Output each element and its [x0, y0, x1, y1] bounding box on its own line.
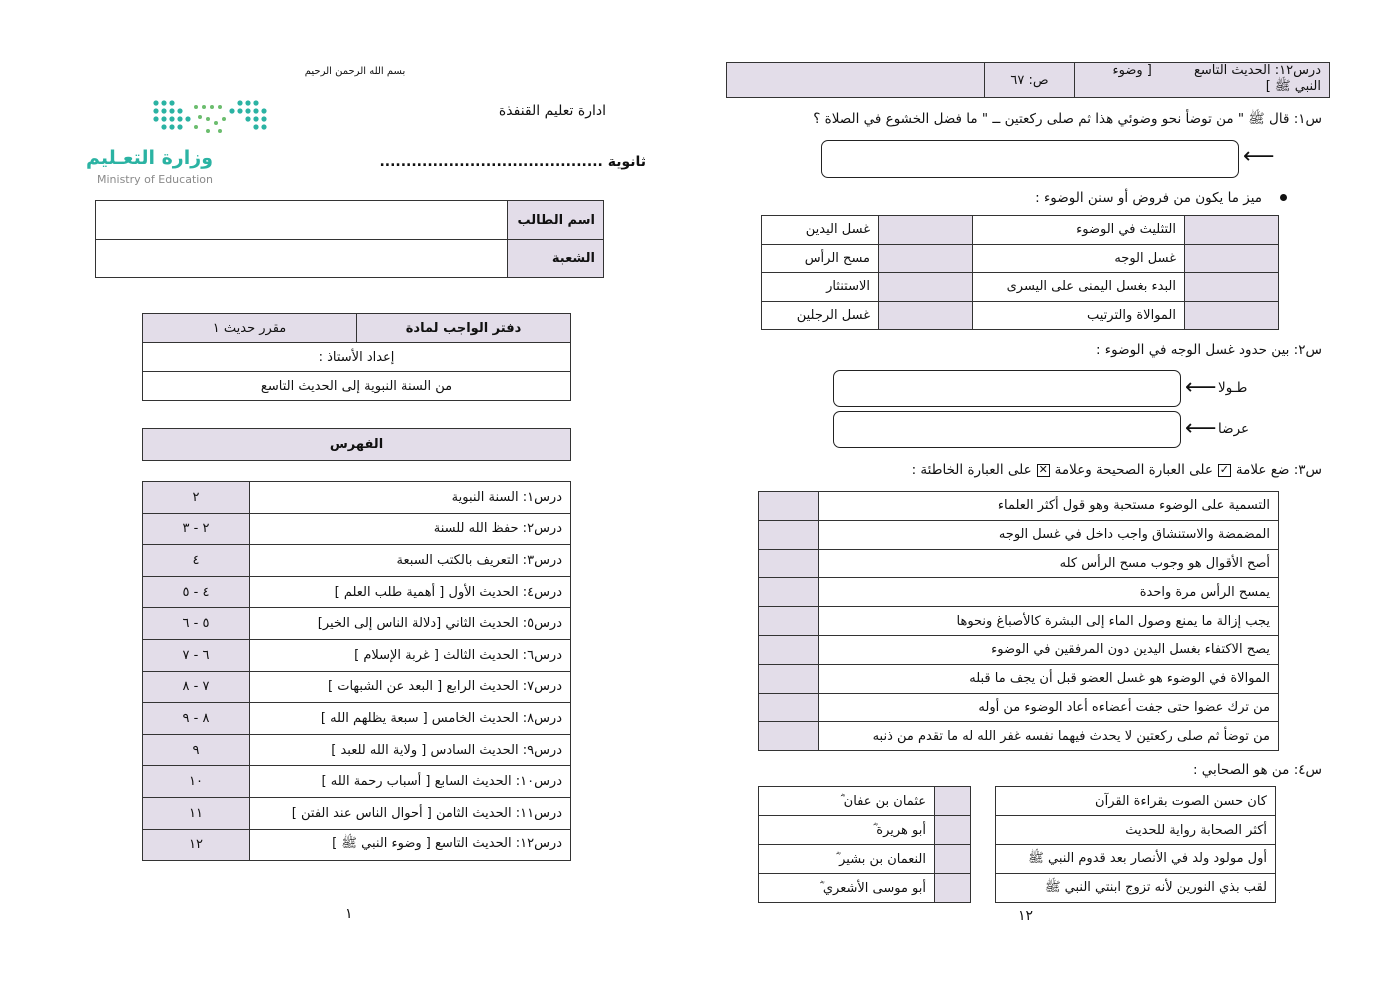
companion-description: كان حسن الصوت بقراءة القرآن	[996, 787, 1276, 816]
classify-row	[762, 301, 1279, 330]
companion-names-table	[758, 786, 971, 903]
statement-answer-cell[interactable]	[759, 520, 819, 549]
index-item-title: درس٩: الحديث السادس [ ولاية الله للعبد ]	[250, 734, 571, 766]
classify-item: غسل الرجلين	[762, 301, 879, 330]
q3-part1: س٣: ضع علامة	[1235, 462, 1322, 478]
question-1: س١: قال ﷺ " من توضأ نحو وضوئي هذا ثم صلى ركعتين ــ " ما فضل الخشوع في الصلاة ؟	[813, 111, 1322, 127]
statement-answer-cell[interactable]	[759, 492, 819, 521]
classify-table	[761, 215, 1279, 330]
statement-answer-cell[interactable]	[759, 635, 819, 664]
companion-name-row	[759, 845, 971, 874]
index-table	[142, 481, 571, 861]
index-item-page: ٢	[143, 482, 250, 514]
index-row	[143, 797, 571, 829]
classify-answer-cell[interactable]	[879, 216, 973, 245]
companion-name-row	[759, 816, 971, 845]
teacher-label: إعداد الأستاذ :	[143, 343, 571, 372]
index-row	[143, 608, 571, 640]
index-item-title: درس٢: حفظ الله للسنة	[250, 513, 571, 545]
course-info-table	[142, 313, 571, 401]
companion-desc-row	[996, 845, 1276, 874]
course-name: مقرر حديث ١	[143, 314, 357, 343]
student-name-label: اسم الطالب	[508, 201, 604, 240]
statement-answer-cell[interactable]	[759, 578, 819, 607]
right-page-number: ١٢	[1018, 908, 1034, 924]
statement-answer-cell[interactable]	[759, 722, 819, 751]
index-row	[143, 513, 571, 545]
answer-box-length[interactable]	[833, 370, 1181, 407]
classify-row	[762, 216, 1279, 245]
index-item-title: درس٤: الحديث الأول [ أهمية طلب العلم ]	[250, 576, 571, 608]
companion-description: لقب بذي النورين لأنه تزوج ابنتي النبي ﷺ	[996, 874, 1276, 903]
statement-text: من توضأ ثم صلى ركعتين لا يحدث فيهما نفسه غفر الله له ما تقدم من ذنبه	[819, 722, 1279, 751]
classify-answer-cell[interactable]	[1185, 216, 1279, 245]
companion-name-row	[759, 787, 971, 816]
statement-row	[759, 578, 1279, 607]
classify-item: الاستنثار	[762, 273, 879, 302]
index-item-page: ٢ - ٣	[143, 513, 250, 545]
section-label: الشعبة	[508, 240, 604, 278]
student-info-table	[95, 200, 604, 278]
index-item-title: درس٥: الحديث الثاني [دلالة الناس إلى الخير]	[250, 608, 571, 640]
statement-text: أصح الأقوال هو وجوب مسح الرأس كله	[819, 549, 1279, 578]
classify-item: البدء بغسل اليمنى على اليسرى	[973, 273, 1185, 302]
ministry-logo	[85, 97, 275, 189]
companion-description: أول مولود ولد في الأنصار بعد قدوم النبي ﷺ	[996, 845, 1276, 874]
index-item-page: ٧ - ٨	[143, 671, 250, 703]
true-false-table	[758, 491, 1279, 751]
companion-answer-cell[interactable]	[935, 816, 971, 845]
arrow-icon: ⟵	[1185, 375, 1217, 400]
classify-row	[762, 244, 1279, 273]
statement-text: يمسح الرأس مرة واحدة	[819, 578, 1279, 607]
classify-answer-cell[interactable]	[879, 273, 973, 302]
q3-part3: على العبارة الخاطئة :	[911, 462, 1032, 478]
bullet-question: ميز ما يكون من فروض أو سنن الوضوء :	[1035, 190, 1262, 206]
bullet-icon	[1280, 194, 1287, 201]
scope-label: من السنة النبوية إلى الحديث التاسع	[143, 372, 571, 401]
companion-name-row	[759, 874, 971, 903]
header-lesson-title: درس١٢: الحديث التاسع	[1194, 63, 1321, 78]
index-item-page: ٦ - ٧	[143, 639, 250, 671]
statement-row	[759, 549, 1279, 578]
statement-text: المضمضة والاستنشاق واجب داخل في غسل الوجه	[819, 520, 1279, 549]
statement-row	[759, 520, 1279, 549]
index-item-page: ٤	[143, 545, 250, 577]
index-item-page: ٥ - ٦	[143, 608, 250, 640]
header-lesson	[1075, 63, 1330, 98]
index-row	[143, 703, 571, 735]
header-empty	[727, 63, 985, 98]
basmala: بسم الله الرحمن الرحيم	[304, 66, 406, 77]
checkbox-checked-icon: ✓	[1219, 462, 1229, 476]
statement-row	[759, 693, 1279, 722]
question-4: س٤: من هو الصحابي :	[1192, 762, 1322, 778]
section-field[interactable]	[96, 240, 508, 278]
classify-answer-cell[interactable]	[1185, 273, 1279, 302]
classify-item: غسل اليدين	[762, 216, 879, 245]
index-row	[143, 671, 571, 703]
index-item-page: ٤ - ٥	[143, 576, 250, 608]
statement-text: من ترك عضوا حتى جفت أعضاءه أعاد الوضوء من أوله	[819, 693, 1279, 722]
arrow-icon: ⟵	[1185, 416, 1217, 441]
index-row	[143, 639, 571, 671]
index-item-title: درس١٢: الحديث التاسع [ وضوء النبي ﷺ ]	[250, 829, 571, 861]
classify-item: غسل الوجه	[973, 244, 1185, 273]
index-row	[143, 545, 571, 577]
companion-desc-table	[995, 786, 1276, 903]
companion-name: أبو موسى الأشعري ؓ	[759, 874, 935, 903]
companion-desc-row	[996, 787, 1276, 816]
statement-text: يصح الاكتفاء بغسل اليدين دون المرفقين في الوضوء	[819, 635, 1279, 664]
student-name-field[interactable]	[96, 201, 508, 240]
answer-box-width[interactable]	[833, 411, 1181, 448]
admin-label: ادارة تعليم القنفذة	[498, 103, 606, 119]
index-item-title: درس١: السنة النبوية	[250, 482, 571, 514]
index-item-page: ٩	[143, 734, 250, 766]
index-row	[143, 576, 571, 608]
index-item-title: درس١١: الحديث الثامن [ أحوال الناس عند الفتن ]	[250, 797, 571, 829]
companion-desc-row	[996, 874, 1276, 903]
logo-english: Ministry of Education	[97, 173, 214, 186]
header-page: ص: ٦٧	[985, 63, 1075, 98]
index-item-title: درس١٠: الحديث السابع [ أسباب رحمة الله ]	[250, 766, 571, 798]
q3-part2: على العبارة الصحيحة وعلامة	[1054, 462, 1213, 478]
statement-answer-cell[interactable]	[759, 664, 819, 693]
logo-dots-icon	[150, 97, 280, 137]
left-page-number: ١	[345, 906, 353, 922]
index-item-title: درس٧: الحديث الرابع [ البعد عن الشبهات ]	[250, 671, 571, 703]
index-item-title: درس٨: الحديث الخامس [ سبعة يظلهم الله ]	[250, 703, 571, 735]
classify-row	[762, 273, 1279, 302]
classify-item: التثليث في الوضوء	[973, 216, 1185, 245]
companion-answer-cell[interactable]	[935, 845, 971, 874]
classify-answer-cell[interactable]	[879, 244, 973, 273]
companion-answer-cell[interactable]	[935, 874, 971, 903]
index-item-page: ١٢	[143, 829, 250, 861]
question-2: س٢: بين حدود غسل الوجه في الوضوء :	[1095, 342, 1322, 358]
arrow-icon: ⟵	[1243, 144, 1275, 169]
statement-answer-cell[interactable]	[759, 607, 819, 636]
index-title-table	[142, 428, 571, 461]
classify-item: مسح الرأس	[762, 244, 879, 273]
index-item-page: ١٠	[143, 766, 250, 798]
logo-arabic: وزارة التعـليم	[85, 147, 213, 169]
checkbox-cross-icon: ✕	[1038, 462, 1048, 476]
header-topic: [ وضوء النبي ﷺ ]	[1112, 63, 1321, 94]
classify-item: الموالاة والترتيب	[973, 301, 1185, 330]
companion-answer-cell[interactable]	[935, 787, 971, 816]
index-row	[143, 734, 571, 766]
statement-row	[759, 722, 1279, 751]
statement-answer-cell[interactable]	[759, 549, 819, 578]
companion-name: عثمان بن عفان ؓ	[759, 787, 935, 816]
statement-row	[759, 607, 1279, 636]
companion-name: أبو هريرة ؓ	[759, 816, 935, 845]
index-item-page: ١١	[143, 797, 250, 829]
companion-desc-row	[996, 816, 1276, 845]
companion-name: النعمان بن بشير ؓ	[759, 845, 935, 874]
school-label: ثانوية ..........................................	[379, 154, 646, 170]
statement-row	[759, 664, 1279, 693]
index-item-page: ٨ - ٩	[143, 703, 250, 735]
index-row	[143, 829, 571, 861]
notebook-label: دفتر الواجب لمادة	[357, 314, 571, 343]
index-item-title: درس٦: الحديث الثالث [ غربة الإسلام ]	[250, 639, 571, 671]
question-3	[912, 462, 1322, 478]
index-title: الفهرس	[143, 429, 571, 461]
index-item-title: درس٣: التعريف بالكتب السبعة	[250, 545, 571, 577]
statement-text: التسمية على الوضوء مستحبة وهو قول أكثر العلماء	[819, 492, 1279, 521]
classify-answer-cell[interactable]	[1185, 301, 1279, 330]
statement-text: يجب إزالة ما يمنع وصول الماء إلى البشرة كالأصباغ ونحوها	[819, 607, 1279, 636]
width-label: عرضا	[1218, 421, 1250, 437]
classify-answer-cell[interactable]	[879, 301, 973, 330]
lesson-header	[726, 62, 1330, 98]
statement-row	[759, 492, 1279, 521]
statement-row	[759, 635, 1279, 664]
companion-description: أكثر الصحابة رواية للحديث	[996, 816, 1276, 845]
index-row	[143, 482, 571, 514]
index-row	[143, 766, 571, 798]
statement-answer-cell[interactable]	[759, 693, 819, 722]
classify-answer-cell[interactable]	[1185, 244, 1279, 273]
length-label: طـولا	[1218, 380, 1248, 396]
answer-box-q1[interactable]	[821, 140, 1239, 178]
statement-text: الموالاة في الوضوء هو غسل العضو قبل أن يجف ما قبله	[819, 664, 1279, 693]
